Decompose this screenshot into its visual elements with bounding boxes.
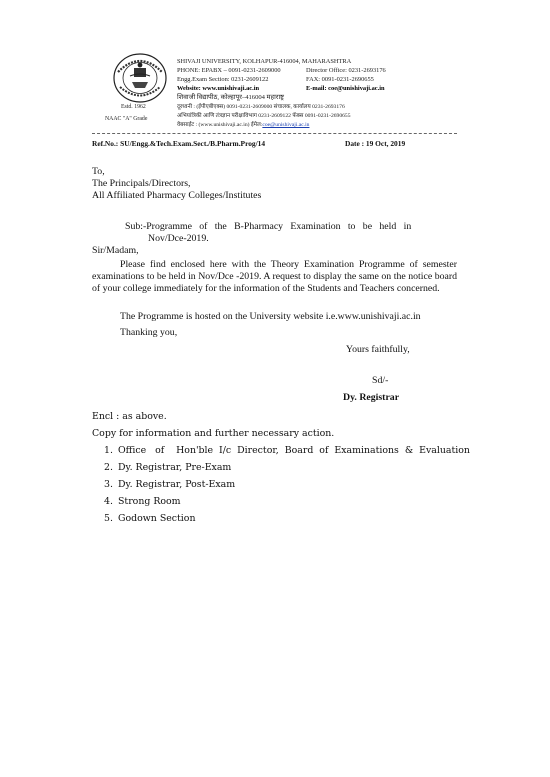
fax-number: FAX: 0091-0231-2690655	[306, 76, 374, 83]
list-item-text: Strong Room	[118, 496, 181, 507]
university-seal-logo	[112, 52, 168, 104]
email-label: E-mail: coe@unishivaji.ac.in	[306, 85, 385, 92]
list-item-text: Godown Section	[118, 513, 196, 524]
website-label: Website: www.unishivaji.ac.in	[177, 85, 260, 92]
recipient-line-1: The Principals/Directors,	[92, 178, 191, 189]
established-year: Estd. 1962	[121, 104, 146, 110]
university-name-line: SHIVAJI UNIVERSITY, KOLHAPUR-416004, MAHARASHTRA	[177, 58, 352, 65]
hindi-phone-line: दूरध्वनी : (ईपीएबीएक्स) 0091-0231-2609000 संचालक, कार्यालय 0231-2693176	[177, 104, 345, 110]
list-item	[104, 479, 470, 491]
list-item-text: Dy. Registrar, Pre-Exam	[118, 462, 232, 473]
engg-section-phone: Engg.Exam Section: 0231-2609122	[177, 76, 269, 83]
hindi-section-line: अभियांत्रिकी आणि तंत्रज्ञान परीक्षाविभाग 0231-2609122 फॅक्स 0091-0231-2690655	[177, 113, 351, 119]
closing-line: Yours faithfully,	[346, 344, 410, 355]
copy-distribution-list	[104, 445, 470, 530]
to-label: To,	[92, 166, 105, 177]
list-item-number: 3.	[104, 479, 113, 490]
list-item	[104, 496, 470, 508]
list-item	[104, 513, 470, 525]
list-item-number: 2.	[104, 462, 113, 473]
list-item-number: 5.	[104, 513, 113, 524]
hindi-university-name: शिवाजी विद्यापीठ, कोल्हापूर–416004 महाराष्ट्र	[177, 94, 285, 101]
list-item-text: Office of Hon'ble I/c Director, Board of Examinations & Evaluation	[118, 445, 470, 456]
subject-line-1: Sub:-Programme of the B-Pharmacy Examination to be held in	[125, 221, 412, 232]
body-paragraph-1: Please find enclosed here with the Theory Examination Programme of semester examinations to be held in Nov/Dce -2019. A request to display the same on the notice board of your college immediately for the information of the Students and Teachers concerned.	[92, 259, 457, 294]
list-item	[104, 462, 470, 474]
email-link[interactable]: coe@unishivaji.ac.in	[262, 122, 310, 128]
copy-note: Copy for information and further necessary action.	[92, 428, 335, 439]
reference-number: Ref.No.: SU/Engg.&Tech.Exam.Sect./B.Pharm.Prog/14	[92, 139, 266, 148]
director-office-phone: Director Office: 0231-2693176	[306, 67, 386, 74]
hindi-website-line	[177, 121, 309, 130]
header-divider	[92, 133, 457, 134]
list-item-text: Dy. Registrar, Post-Exam	[118, 479, 236, 490]
letter-date: Date : 19 Oct, 2019	[345, 139, 406, 148]
subject-line-2: Nov/Dce-2019.	[148, 233, 209, 244]
enclosure-note: Encl : as above.	[92, 411, 167, 422]
list-item-number: 1.	[104, 445, 113, 456]
salutation: Sir/Madam,	[92, 245, 139, 256]
signature-mark: Sd/-	[372, 375, 389, 386]
naac-grade: NAAC "A" Grade	[105, 116, 148, 122]
phone-epabx: PHONE: EPABX – 0091-0231-2609000	[177, 67, 281, 74]
signatory-designation: Dy. Registrar	[343, 392, 400, 403]
list-item	[104, 445, 470, 457]
body-paragraph-2: The Programme is hosted on the University website i.e.www.unishivaji.ac.in	[120, 311, 421, 322]
list-item-number: 4.	[104, 496, 113, 507]
recipient-line-2: All Affiliated Pharmacy Colleges/Institutes	[92, 190, 262, 201]
thanking-line: Thanking you,	[120, 327, 178, 338]
hindi-website-prefix: वेबसाईट : (www.unishivaji.ac.in) ईमेल:	[177, 122, 263, 128]
